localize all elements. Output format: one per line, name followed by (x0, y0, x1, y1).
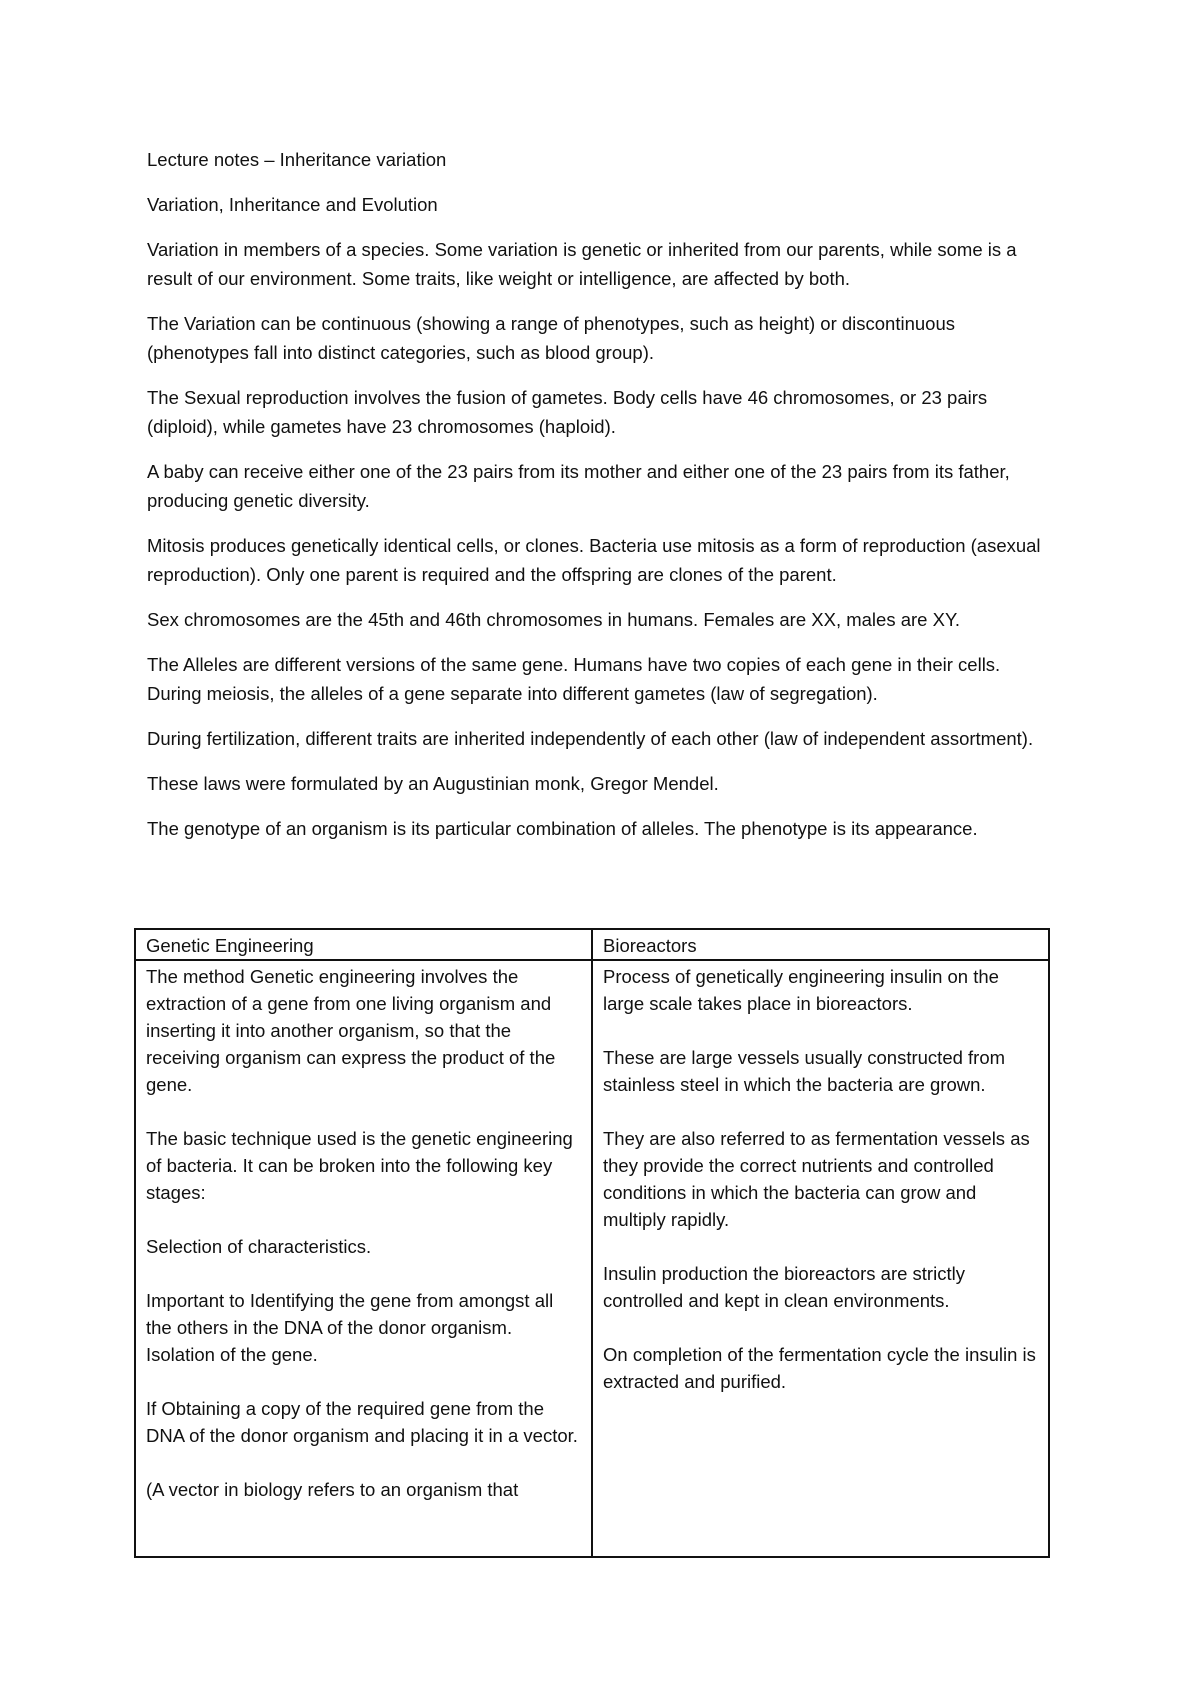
cell-text-block: Important to Identifying the gene from amongst all the others in the DNA of the donor organism. Isolation of the gene. (146, 1290, 554, 1365)
bioreactors-cell (592, 960, 1049, 1557)
cell-text-block: The basic technique used is the genetic engineering of bacteria. It can be broken into the following key stages: (146, 1128, 573, 1203)
cell-text-block: If Obtaining a copy of the required gene from the DNA of the donor organism and placing it in a vector. (146, 1398, 578, 1446)
cell-text-block: Selection of characteristics. (146, 1236, 372, 1257)
cell-text-block: Insulin production the bioreactors are strictly controlled and kept in clean environments. (603, 1263, 965, 1311)
cell-text-block: They are also referred to as fermentation vessels as they provide the correct nutrients and controlled conditions in which the bacteria can grow and multiply rapidly. (603, 1128, 1030, 1230)
table-row (135, 960, 1049, 1557)
document-title: Lecture notes – Inheritance variation (147, 149, 447, 170)
cell-text-block: The method Genetic engineering involves the extraction of a gene from one living organism and inserting it into another organism, so that the receiving organism can express the product of the gene. (146, 966, 556, 1095)
paragraph-independent-assortment: During fertilization, different traits are inherited independently of each other (law of independent assortment). (147, 728, 1034, 749)
paragraph-sex-chromosomes: Sex chromosomes are the 45th and 46th chromosomes in humans. Females are XX, males are XY. (147, 609, 961, 630)
paragraph-genetic-diversity: A baby can receive either one of the 23 pairs from its mother and either one of the 23 pairs from its father, producing genetic diversity. (147, 461, 1010, 511)
cell-text-block: On completion of the fermentation cycle the insulin is extracted and purified. (603, 1344, 1036, 1392)
section-heading: Variation, Inheritance and Evolution (147, 194, 438, 215)
cell-text-block: Process of genetically engineering insulin on the large scale takes place in bioreactors. (603, 966, 999, 1014)
paragraph-mendel: These laws were formulated by an Augustinian monk, Gregor Mendel. (147, 773, 719, 794)
cell-text-block: (A vector in biology refers to an organism that (146, 1479, 519, 1500)
cell-text-block: These are large vessels usually constructed from stainless steel in which the bacteria are grown. (603, 1047, 1006, 1095)
table-header-row (135, 929, 1049, 960)
document-body (147, 145, 1052, 859)
paragraph-genotype-phenotype: The genotype of an organism is its particular combination of alleles. The phenotype is its appearance. (147, 818, 978, 839)
paragraph-sexual-reproduction: The Sexual reproduction involves the fusion of gametes. Body cells have 46 chromosomes, or 23 pairs (diploid), while gametes have 23 chromosomes (haploid). (147, 387, 988, 437)
paragraph-variation: Variation in members of a species. Some variation is genetic or inherited from our parents, while some is a result of our environment. Some traits, like weight or intelligence, are affected by both. (147, 239, 1017, 289)
comparison-table (134, 928, 1050, 1558)
genetic-engineering-cell (135, 960, 592, 1557)
paragraph-alleles: The Alleles are different versions of the same gene. Humans have two copies of each gene in their cells. During meiosis, the alleles of a gene separate into different gametes (law of segregation). (147, 654, 1001, 704)
paragraph-continuous-variation: The Variation can be continuous (showing a range of phenotypes, such as height) or discontinuous (phenotypes fall into distinct categories, such as blood group). (147, 313, 956, 363)
table-header-bioreactors: Bioreactors (592, 929, 1049, 960)
paragraph-mitosis: Mitosis produces genetically identical cells, or clones. Bacteria use mitosis as a form of reproduction (asexual reproduction). Only one parent is required and the offspring are clones of the parent. (147, 535, 1041, 585)
table-header-genetic-engineering: Genetic Engineering (135, 929, 592, 960)
